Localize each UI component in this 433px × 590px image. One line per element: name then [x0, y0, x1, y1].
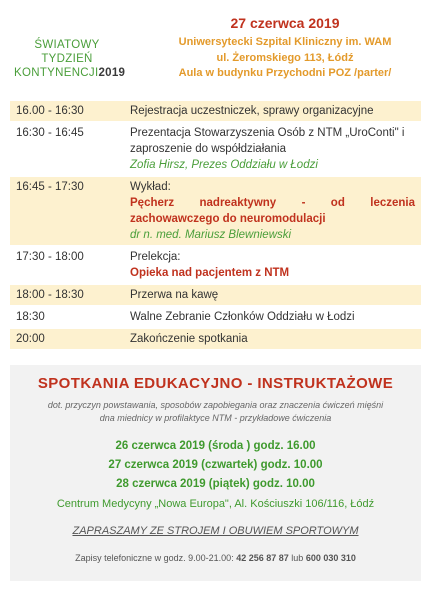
education-subtitle-line-2: dna miednicy w profilaktyce NTM - przykładowe ćwiczenia	[99, 413, 332, 423]
program-row	[10, 176, 421, 246]
logo-line-2: TYDZIEŃ	[41, 53, 93, 65]
event-date: 27 czerwca 2019	[230, 15, 340, 31]
session-dates	[10, 437, 421, 494]
program-row	[10, 306, 421, 328]
program-time: 18:30	[16, 311, 45, 323]
event-header	[140, 14, 430, 82]
program-item-text: Prezentacja Stowarzyszenia Osób z NTM „UroConti" i zaproszenie do współdziałania	[130, 127, 405, 155]
lecture-title: Opieka nad pacjentem z NTM	[130, 267, 290, 279]
program-item: Rejestracja uczestniczek, sprawy organizacyjne	[124, 101, 421, 122]
logo-line-3	[14, 66, 126, 80]
program-item-label: Prelekcja:	[130, 251, 181, 263]
program-row	[10, 101, 421, 122]
session-date: 27 czerwca 2019 (czwartek) godz. 10.00	[108, 459, 323, 471]
logo-line-1: ŚWIATOWY	[34, 39, 100, 51]
session-date: 26 czerwca 2019 (środa ) godz. 16.00	[115, 440, 316, 452]
program-time: 17:30 - 18:00	[16, 251, 84, 263]
program-row	[10, 246, 421, 284]
program-item: Zakończenie spotkania	[124, 328, 421, 350]
program-time: 16.00 - 16:30	[10, 101, 124, 122]
program-item	[124, 122, 421, 176]
program-row	[10, 284, 421, 306]
phone-or: lub	[291, 553, 304, 563]
phone-number-2: 600 030 310	[305, 553, 356, 563]
logo-year: 2019	[98, 67, 126, 79]
venue-line-3: Aula w budynku Przychodni POZ /parter/	[178, 67, 392, 79]
session-location: Centrum Medycyny „Nowa Europa", Al. Kościuszki 106/116, Łódź	[56, 498, 375, 510]
program-time: 18:00 - 18:30	[10, 284, 124, 306]
phone-label: Zapisy telefoniczne w godz. 9.00-21.00:	[75, 553, 234, 563]
education-subtitle	[10, 399, 421, 425]
event-logo	[14, 38, 126, 80]
program-table	[10, 101, 421, 351]
education-section	[10, 365, 421, 581]
speaker-name: Zofia Hirsz, Prezes Oddziału w Łodzi	[130, 159, 318, 171]
education-title: SPOTKANIA EDUKACYJNO - INSTRUKTAŻOWE	[37, 375, 394, 392]
logo-line-3-text: KONTYNENCJI	[14, 67, 99, 79]
lecture-title: Pęcherz nadreaktywny - od leczenia zachowawczego do neuromodulacji	[130, 197, 415, 225]
program-time: 20:00	[10, 328, 124, 350]
program-row	[10, 122, 421, 176]
program-item: Walne Zebranie Członków Oddziału w Łodzi	[130, 311, 355, 323]
invitation-note: ZAPRASZAMY ZE STROJEM I OBUWIEM SPORTOWYM	[72, 525, 359, 537]
program-item-label: Wykład:	[130, 181, 171, 193]
registration-phone	[10, 552, 421, 565]
session-date: 28 czerwca 2019 (piątek) godz. 10.00	[116, 478, 315, 490]
program-time: 16:45 - 17:30	[10, 176, 124, 246]
program-row	[10, 328, 421, 350]
program-time: 16:30 - 16:45	[16, 127, 84, 139]
program-item: Przerwa na kawę	[124, 284, 421, 306]
phone-number-1: 42 256 87 87	[236, 553, 289, 563]
program-item	[124, 176, 421, 246]
venue-line-2: ul. Żeromskiego 113, Łódź	[216, 51, 354, 64]
venue-line-1: Uniwersytecki Szpital Kliniczny im. WAM	[178, 36, 392, 48]
program-item	[124, 246, 421, 284]
education-subtitle-line-1: dot. przyczyn powstawania, sposobów zapobiegania oraz znaczenia ćwiczeń mięśni	[47, 400, 384, 410]
speaker-name: dr n. med. Mariusz Blewniewski	[130, 229, 292, 241]
